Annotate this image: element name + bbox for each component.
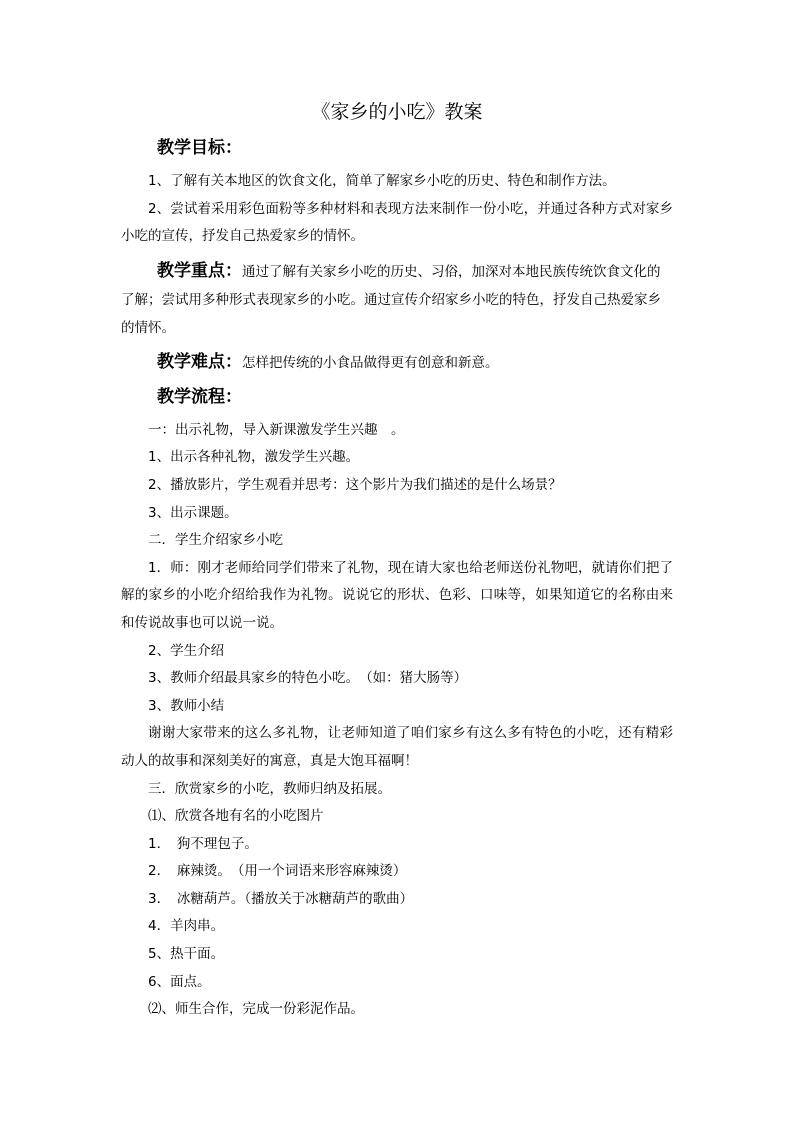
process-item: 一：出示礼物，导入新课激发学生兴趣 。 — [148, 421, 405, 438]
process-item: 二．学生介绍家乡小吃 — [148, 532, 283, 549]
process-item: 3、教师小结 — [148, 697, 225, 714]
document-body — [121, 134, 673, 1024]
goal-item: 1、了解有关本地区的饮食文化，简单了解家乡小吃的历史、特色和制作方法。 — [148, 173, 616, 189]
process-item: 1、出示各种礼物，激发学生兴趣。 — [148, 449, 360, 466]
process-item: 2、学生介绍 — [148, 642, 225, 659]
process-item: 6、面点。 — [148, 973, 211, 990]
process-item: 4．羊肉串。 — [148, 918, 225, 935]
process-item: 1．师：刚才老师给同学们带来了礼物，现在请大家也给老师送份礼物吧，就请你们把了解的家乡的小吃介绍给我作为礼物。说说它的形状、色彩、口味等，如果知道它的名称由来和传说故事也可以说一说。 — [121, 559, 673, 631]
process-item: 3、教师介绍最具家乡的特色小吃。 （如：猪大肠等） — [148, 670, 468, 687]
process-item: 谢谢大家带来的这么多礼物，让老师知道了咱们家乡有这么多有特色的小吃，还有精彩动人的故事和深刻美好的寓意，真是大饱耳福啊！ — [121, 725, 673, 769]
key-point-heading: 教学重点： — [157, 260, 242, 281]
difficulty-heading: 教学难点： — [157, 351, 242, 372]
process-item: 2． 麻辣烫。 （用一个词语来形容麻辣烫） — [148, 863, 407, 880]
process-item: 三．欣赏家乡的小吃，教师归纳及拓展。 — [148, 780, 391, 797]
key-point-paragraph — [121, 257, 673, 342]
difficulty-text: 怎样把传统的小食品做得更有创意和新意。 — [242, 354, 499, 371]
goals-heading: 教学目标： — [157, 138, 242, 158]
process-item: 5、热干面。 — [148, 946, 225, 963]
difficulty-paragraph — [121, 348, 673, 377]
goal-item: 2、尝试着采用彩色面粉等多种材料和表现方法来制作一份小吃，并通过各种方式对家乡小吃的宣传，抒发自己热爱家乡的情怀。 — [121, 200, 673, 245]
process-item: 3、出示课题。 — [148, 504, 238, 521]
key-point-text: 通过了解有关家乡小吃的历史、习俗，加深对本地民族传统饮食文化的了解；尝试用多种形式表现家乡的小吃。通过宣传介绍家乡小吃的特色，抒发自己热爱家乡的情怀。 — [121, 263, 661, 336]
process-item: 1． 狗不理包子。 — [148, 835, 258, 852]
process-item: ⑴、欣赏各地有名的小吃图片 — [148, 808, 324, 825]
process-item: 2、播放影片，学生观看并思考：这个影片为我们描述的是什么场景？ — [148, 476, 562, 493]
document-title: 《家乡的小吃》教案 — [311, 101, 483, 123]
process-item: 3． 冰糖葫芦。（播放关于冰糖葫芦的歌曲） — [148, 890, 414, 907]
process-heading: 教学流程： — [157, 386, 242, 407]
process-item: ⑵、师生合作，完成一份彩泥作品。 — [148, 1001, 364, 1018]
